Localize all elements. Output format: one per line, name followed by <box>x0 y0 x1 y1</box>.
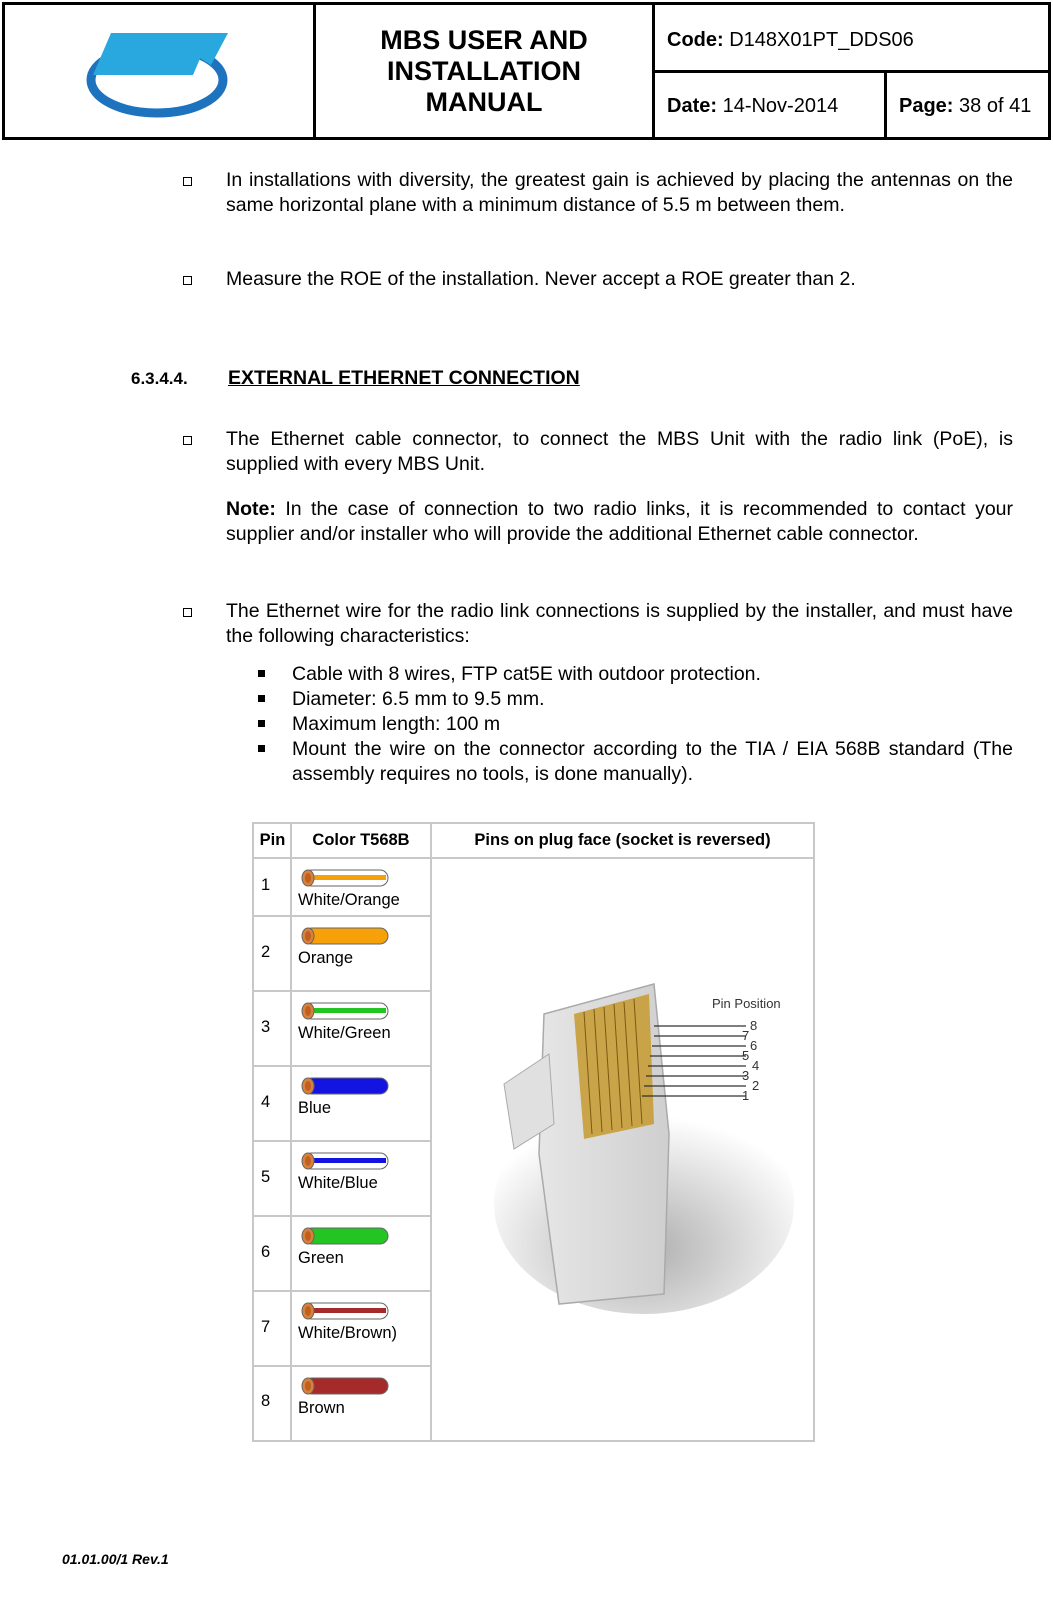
code-label: Code: <box>667 29 724 51</box>
char-diameter: Diameter: 6.5 mm to 9.5 mm. <box>292 688 545 710</box>
wire-color-label: White/Brown) <box>298 1324 398 1342</box>
bullet-wire: The Ethernet wire for the radio link connections is supplied by the installer, and must have the following characteristics: <box>226 600 1013 647</box>
pin-number-cell: 6 <box>261 1242 271 1261</box>
code-field <box>655 5 1048 73</box>
bullet-diversity: In installations with diversity, the greatest gain is achieved by placing the antennas on the same horizontal plane with a minimum distance of 5.5 m between them. <box>226 169 1013 216</box>
wire-color-swatch <box>298 1000 390 1022</box>
square-bullet-icon <box>258 670 265 677</box>
date-value: 14-Nov-2014 <box>722 95 839 117</box>
pin-number: 3 <box>742 1068 750 1083</box>
page-field <box>887 73 1048 137</box>
date-label: Date: <box>667 95 718 117</box>
pin-number: 2 <box>752 1078 760 1093</box>
pin-number: 5 <box>742 1048 750 1063</box>
checkbox-bullet-icon <box>183 436 192 445</box>
char-cable: Cable with 8 wires, FTP cat5E with outdoor protection. <box>292 663 761 685</box>
pin-position-label: Pin Position <box>712 996 781 1011</box>
char-mount: Mount the wire on the connector according to the TIA / EIA 568B standard (The assembly requires no tools, is done manually). <box>292 738 1013 785</box>
wire-color-label: Blue <box>298 1099 332 1117</box>
pin-number: 8 <box>750 1018 758 1033</box>
section-number: 6.3.4.4. <box>131 369 188 388</box>
section-title: EXTERNAL ETHERNET CONNECTION <box>228 367 580 389</box>
checkbox-bullet-icon <box>183 608 192 617</box>
company-logo <box>5 5 316 137</box>
wire-color-swatch <box>298 1150 390 1172</box>
wire-color-swatch <box>298 1225 390 1247</box>
char-length: Maximum length: 100 m <box>292 713 501 735</box>
pin-number-cell: 5 <box>261 1167 271 1186</box>
square-bullet-icon <box>258 695 265 702</box>
footer-revision: 01.01.00/1 Rev.1 <box>62 1551 169 1567</box>
wire-color-swatch <box>298 1375 390 1397</box>
pin-number-cell: 1 <box>261 876 271 894</box>
pinout-table <box>252 822 815 1442</box>
pin-number-cell: 4 <box>261 1092 271 1111</box>
wire-color-swatch <box>298 1075 390 1097</box>
page-value: 38 of 41 <box>959 95 1032 117</box>
note-text: In the case of connection to two radio links, it is recommended to contact your supplier and/or installer who will provide the additional Ethernet cable connector. <box>226 498 1014 545</box>
header-pin: Pin <box>259 831 286 849</box>
page-label: Page: <box>899 95 954 117</box>
checkbox-bullet-icon <box>183 276 192 285</box>
pin-number: 6 <box>750 1038 758 1053</box>
wire-color-label: White/Orange <box>298 891 400 909</box>
pin-number-cell: 8 <box>261 1391 271 1410</box>
logo-cell <box>5 5 316 137</box>
pin-number: 7 <box>742 1028 750 1043</box>
square-bullet-icon <box>258 720 265 727</box>
wire-color-label: White/Blue <box>298 1174 378 1192</box>
bullet-connector: The Ethernet cable connector, to connect the MBS Unit with the radio link (PoE), is supplied with every MBS Unit. <box>226 428 1013 475</box>
pin-number-cell: 7 <box>261 1317 271 1336</box>
manual-title: MBS USER AND INSTALLATION MANUAL <box>316 5 655 137</box>
rj45-plug-image <box>484 974 801 1314</box>
wire-color-swatch <box>298 1300 390 1322</box>
section-heading <box>131 367 580 390</box>
wire-color-swatch <box>298 867 390 889</box>
note-label: Note: <box>226 498 276 520</box>
pin-number: 1 <box>742 1088 750 1103</box>
document-header <box>2 2 1051 140</box>
bullet-roe: Measure the ROE of the installation. Never accept a ROE greater than 2. <box>226 268 856 290</box>
code-value: D148X01PT_DDS06 <box>729 29 914 51</box>
checkbox-bullet-icon <box>183 177 192 186</box>
date-field <box>655 73 887 137</box>
note-paragraph <box>226 497 1013 547</box>
pin-number-cell: 3 <box>261 1017 271 1036</box>
header-plug-face: Pins on plug face (socket is reversed) <box>474 831 771 849</box>
wire-color-label: Orange <box>298 949 354 967</box>
pin-number-cell: 2 <box>261 942 271 961</box>
wire-color-label: Brown <box>298 1399 345 1417</box>
wire-color-swatch <box>298 925 390 947</box>
pin-number: 4 <box>752 1058 760 1073</box>
header-color: Color T568B <box>312 831 410 849</box>
square-bullet-icon <box>258 745 265 752</box>
wire-color-label: White/Green <box>298 1024 391 1042</box>
wire-color-label: Green <box>298 1249 344 1267</box>
